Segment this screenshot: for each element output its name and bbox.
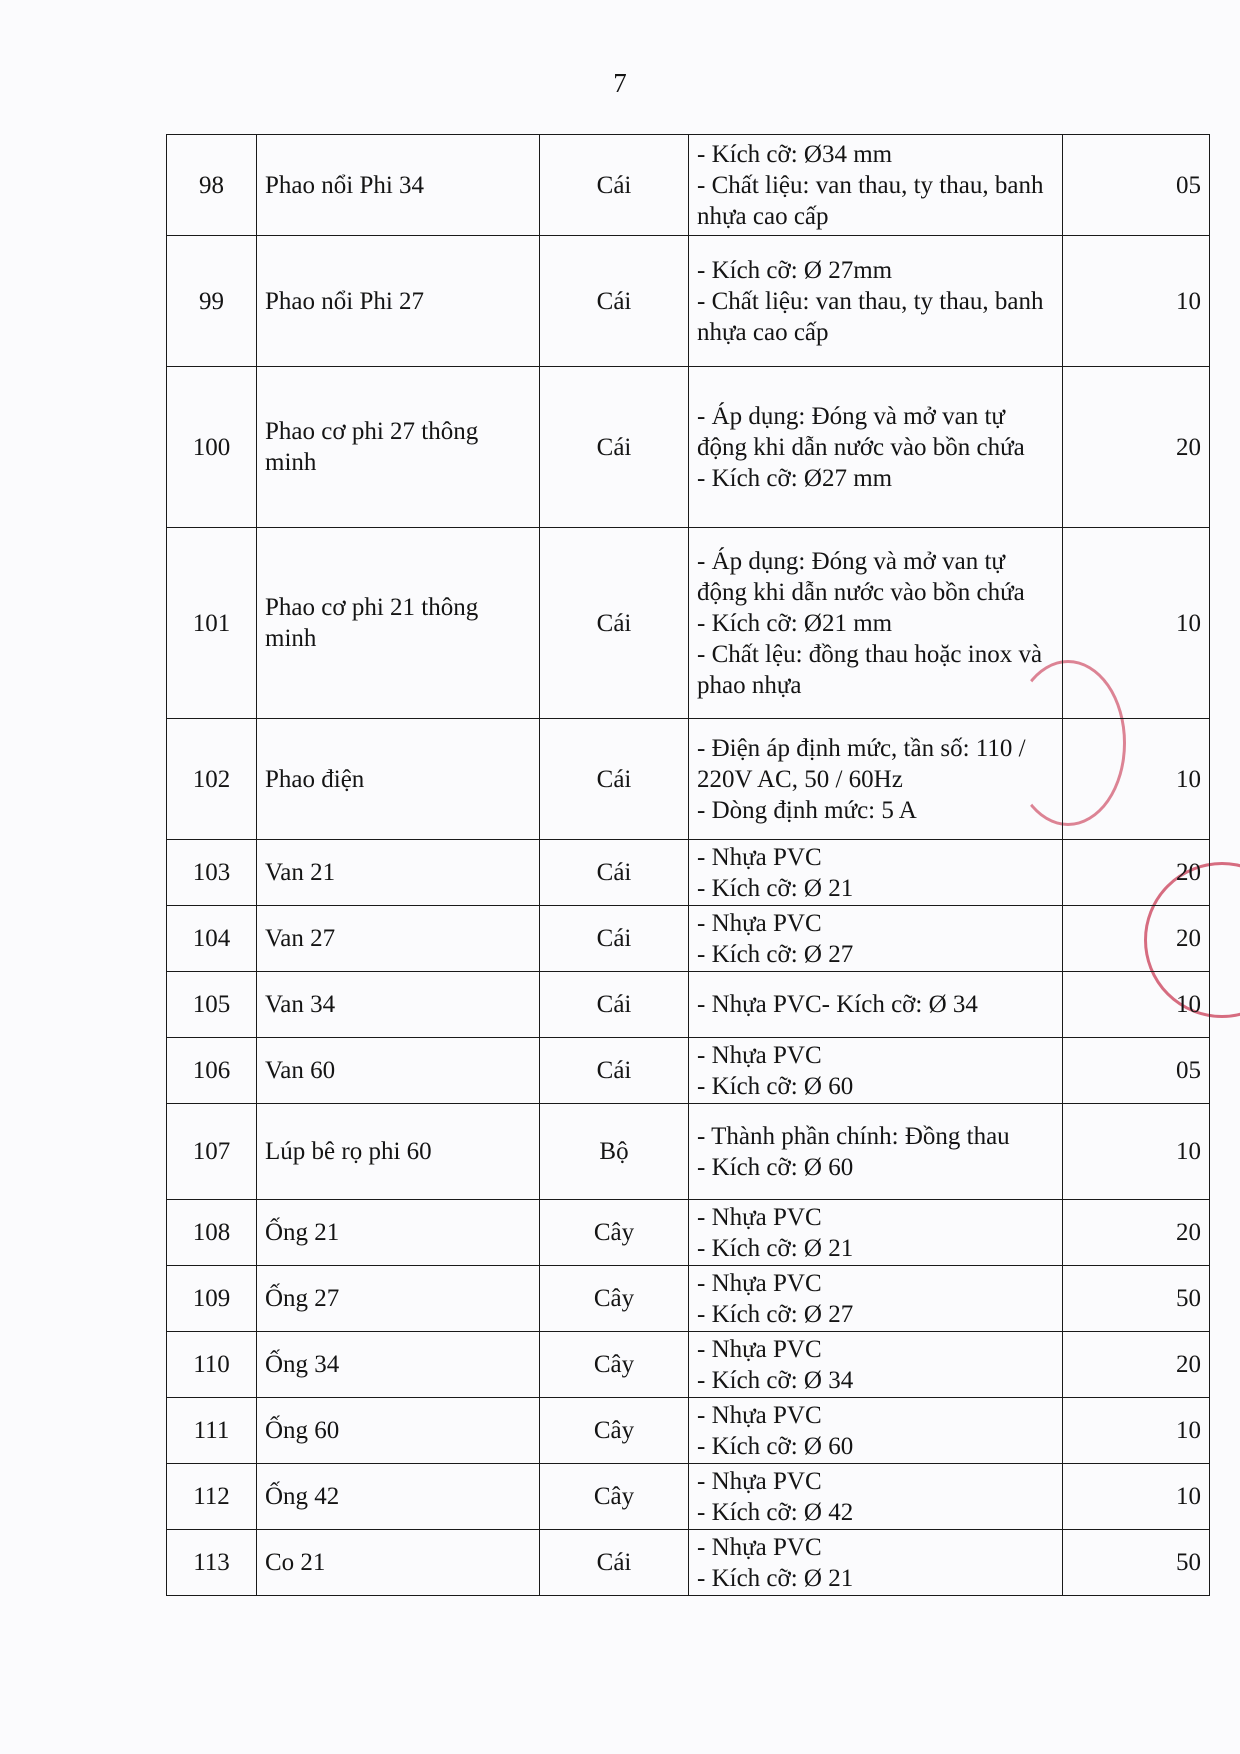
item-name: Van 60 — [257, 1038, 540, 1104]
item-quantity: 05 — [1063, 1038, 1210, 1104]
item-unit: Cái — [540, 1038, 689, 1104]
item-unit: Cái — [540, 367, 689, 528]
row-number: 111 — [167, 1398, 257, 1464]
item-unit: Cây — [540, 1266, 689, 1332]
item-unit: Cái — [540, 840, 689, 906]
item-spec — [689, 1266, 1063, 1332]
page-number: 7 — [613, 68, 627, 98]
spec-line: - Nhựa PVC — [697, 1401, 822, 1429]
item-unit: Cây — [540, 1200, 689, 1266]
spec-line: - Kích cỡ: Ø27 mm — [697, 464, 893, 492]
item-quantity: 50 — [1063, 1266, 1210, 1332]
item-spec — [689, 367, 1063, 528]
item-name: Ống 27 — [257, 1266, 540, 1332]
spec-line: - Kích cỡ: Ø 60 — [697, 1432, 854, 1460]
item-spec — [689, 972, 1063, 1038]
item-spec — [689, 1104, 1063, 1200]
item-unit: Cây — [540, 1464, 689, 1530]
row-number: 108 — [167, 1200, 257, 1266]
spec-line: - Chất liệu: van thau, ty thau, banh nhựa cao cấp — [697, 171, 1044, 230]
spec-line: - Nhựa PVC — [697, 1467, 822, 1495]
table-row — [167, 1464, 1210, 1530]
item-quantity: 50 — [1063, 1530, 1210, 1596]
spec-line: - Kích cỡ: Ø 60 — [697, 1072, 854, 1100]
spec-line: - Kích cỡ: Ø 27 — [697, 1300, 854, 1328]
spec-line: - Nhựa PVC- Kích cỡ: Ø 34 — [697, 991, 978, 1018]
item-spec — [689, 1398, 1063, 1464]
item-unit: Cái — [540, 236, 689, 367]
item-quantity: 20 — [1063, 840, 1210, 906]
table-row — [167, 528, 1210, 719]
item-unit: Cây — [540, 1332, 689, 1398]
item-name: Ống 60 — [257, 1398, 540, 1464]
spec-line: - Dòng định mức: 5 A — [697, 796, 917, 824]
item-spec — [689, 1464, 1063, 1530]
item-name: Phao cơ phi 21 thông minh — [257, 528, 540, 719]
item-quantity: 20 — [1063, 1332, 1210, 1398]
spec-line: - Kích cỡ: Ø 27 — [697, 940, 854, 968]
item-quantity: 20 — [1063, 906, 1210, 972]
spec-line: - Nhựa PVC — [697, 909, 822, 937]
item-name: Phao cơ phi 27 thông minh — [257, 367, 540, 528]
item-spec — [689, 236, 1063, 367]
table-row — [167, 1104, 1210, 1200]
table-row — [167, 972, 1210, 1038]
table-row — [167, 1530, 1210, 1596]
item-spec — [689, 528, 1063, 719]
item-name: Van 21 — [257, 840, 540, 906]
spec-line: - Điện áp định mức, tần số: 110 / 220V AC, 50 / 60Hz — [697, 734, 1026, 793]
table-row — [167, 1266, 1210, 1332]
spec-line: - Nhựa PVC — [697, 1041, 822, 1069]
spec-line: - Nhựa PVC — [697, 843, 822, 871]
table-row — [167, 1200, 1210, 1266]
table-row — [167, 1038, 1210, 1104]
table-row — [167, 236, 1210, 367]
spec-line: - Áp dụng: Đóng và mở van tự động khi dẫn nước vào bồn chứa — [697, 547, 1025, 606]
row-number: 103 — [167, 840, 257, 906]
item-name: Ống 21 — [257, 1200, 540, 1266]
item-quantity: 10 — [1063, 1464, 1210, 1530]
table-row — [167, 906, 1210, 972]
item-quantity: 10 — [1063, 972, 1210, 1038]
item-name: Van 27 — [257, 906, 540, 972]
table-row — [167, 135, 1210, 236]
item-spec — [689, 840, 1063, 906]
spec-line: - Thành phần chính: Đồng thau — [697, 1122, 1010, 1150]
table-row — [167, 1398, 1210, 1464]
item-unit: Cái — [540, 135, 689, 236]
item-quantity: 20 — [1063, 1200, 1210, 1266]
item-name: Ống 42 — [257, 1464, 540, 1530]
spec-line: - Kích cỡ: Ø 60 — [697, 1153, 854, 1181]
row-number: 104 — [167, 906, 257, 972]
row-number: 102 — [167, 719, 257, 840]
item-unit: Cái — [540, 528, 689, 719]
item-spec — [689, 1038, 1063, 1104]
table-row — [167, 1332, 1210, 1398]
spec-line: - Kích cỡ: Ø 21 — [697, 1234, 854, 1262]
item-name: Phao điện — [257, 719, 540, 840]
item-unit: Bộ — [540, 1104, 689, 1200]
item-name: Phao nổi Phi 34 — [257, 135, 540, 236]
row-number: 107 — [167, 1104, 257, 1200]
equipment-table — [166, 134, 1210, 1596]
item-quantity: 20 — [1063, 367, 1210, 528]
item-unit: Cái — [540, 972, 689, 1038]
item-quantity: 10 — [1063, 236, 1210, 367]
row-number: 109 — [167, 1266, 257, 1332]
item-unit: Cây — [540, 1398, 689, 1464]
spec-line: - Chất lệu: đồng thau hoặc inox và phao nhựa — [697, 640, 1043, 699]
item-spec — [689, 1530, 1063, 1596]
item-spec — [689, 906, 1063, 972]
item-name: Van 34 — [257, 972, 540, 1038]
item-quantity: 10 — [1063, 1104, 1210, 1200]
spec-line: - Kích cỡ: Ø34 mm — [697, 140, 893, 168]
row-number: 112 — [167, 1464, 257, 1530]
spec-line: - Kích cỡ: Ø21 mm — [697, 609, 893, 637]
item-spec — [689, 135, 1063, 236]
table-row — [167, 367, 1210, 528]
table-row — [167, 719, 1210, 840]
spec-line: - Kích cỡ: Ø 21 — [697, 874, 854, 902]
spec-line: - Nhựa PVC — [697, 1269, 822, 1297]
spec-line: - Nhựa PVC — [697, 1533, 822, 1561]
spec-line: - Chất liệu: van thau, ty thau, banh nhựa cao cấp — [697, 287, 1044, 346]
row-number: 105 — [167, 972, 257, 1038]
row-number: 101 — [167, 528, 257, 719]
table-row — [167, 840, 1210, 906]
item-quantity: 05 — [1063, 135, 1210, 236]
row-number: 100 — [167, 367, 257, 528]
spec-line: - Kích cỡ: Ø 21 — [697, 1564, 854, 1592]
spec-line: - Kích cỡ: Ø 42 — [697, 1498, 854, 1526]
row-number: 113 — [167, 1530, 257, 1596]
item-quantity: 10 — [1063, 719, 1210, 840]
item-quantity: 10 — [1063, 1398, 1210, 1464]
item-unit: Cái — [540, 1530, 689, 1596]
item-spec — [689, 719, 1063, 840]
spec-line: - Kích cỡ: Ø 34 — [697, 1366, 854, 1394]
item-spec — [689, 1200, 1063, 1266]
row-number: 98 — [167, 135, 257, 236]
item-name: Lúp bê rọ phi 60 — [257, 1104, 540, 1200]
spec-line: - Áp dụng: Đóng và mở van tự động khi dẫn nước vào bồn chứa — [697, 402, 1025, 461]
item-name: Ống 34 — [257, 1332, 540, 1398]
item-name: Phao nổi Phi 27 — [257, 236, 540, 367]
item-spec — [689, 1332, 1063, 1398]
item-unit: Cái — [540, 906, 689, 972]
spec-line: - Nhựa PVC — [697, 1335, 822, 1363]
spec-line: - Kích cỡ: Ø 27mm — [697, 256, 893, 284]
item-unit: Cái — [540, 719, 689, 840]
item-name: Co 21 — [257, 1530, 540, 1596]
spec-line: - Nhựa PVC — [697, 1203, 822, 1231]
row-number: 99 — [167, 236, 257, 367]
item-quantity: 10 — [1063, 528, 1210, 719]
row-number: 106 — [167, 1038, 257, 1104]
row-number: 110 — [167, 1332, 257, 1398]
